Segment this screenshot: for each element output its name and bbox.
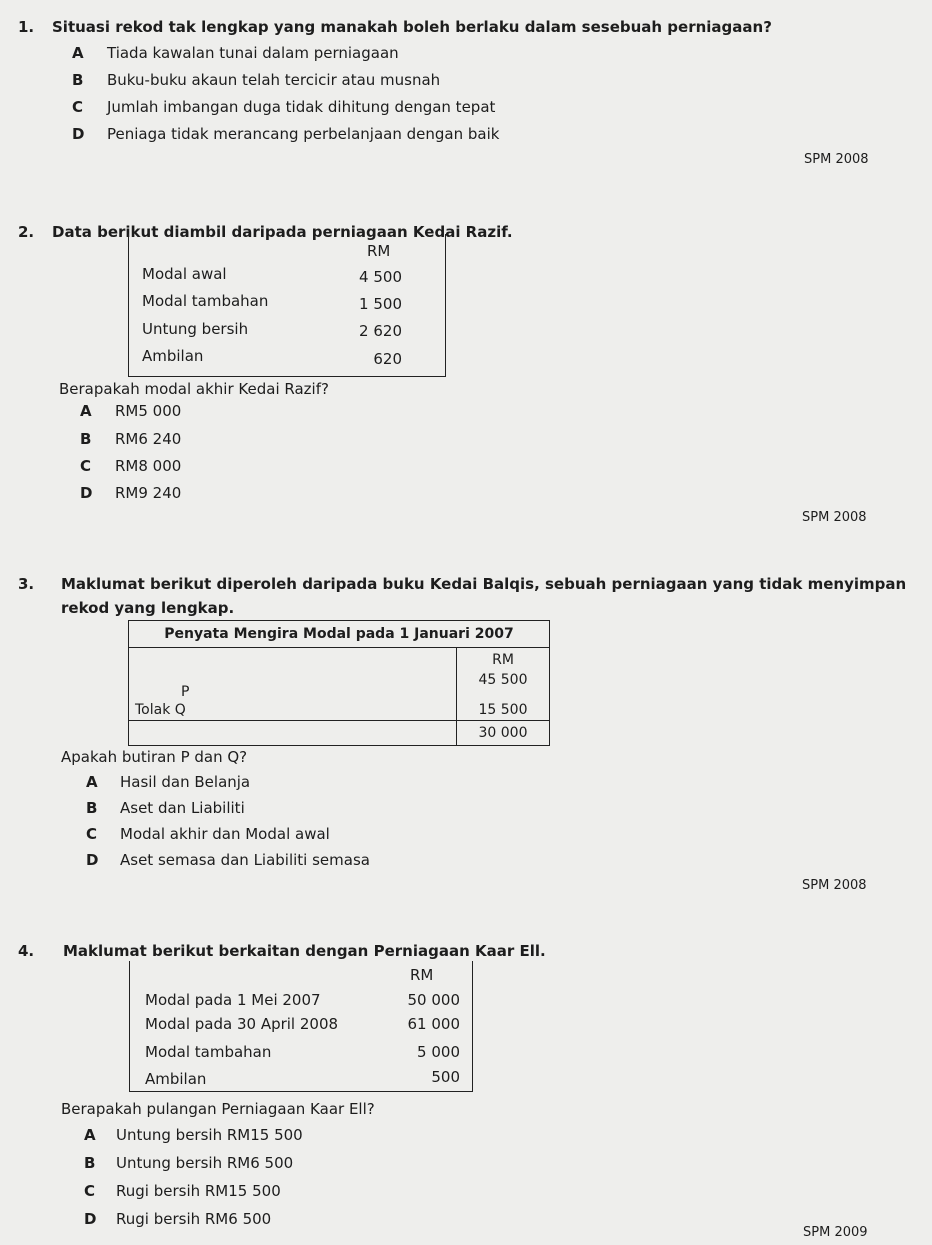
- option-text: Untung bersih RM6 500: [116, 1154, 294, 1172]
- option-letter: B: [72, 71, 84, 89]
- table-row-value: 620: [373, 350, 402, 368]
- table-row-value: 500: [431, 1068, 460, 1086]
- source-label: SPM 2008: [802, 510, 867, 525]
- table-empty-cell: [129, 721, 457, 746]
- option-text: Untung bersih RM15 500: [116, 1126, 303, 1144]
- source-label: SPM 2008: [804, 152, 869, 167]
- question-text: rekod yang lengkap.: [61, 599, 235, 617]
- option-letter: C: [72, 98, 84, 116]
- option-letter: B: [84, 1154, 96, 1172]
- option-text: Buku-buku akaun telah tercicir atau musnah: [107, 71, 441, 89]
- table-unit-header: RM: [410, 966, 434, 984]
- option-letter: C: [80, 457, 92, 475]
- question-prompt: Berapakah pulangan Perniagaan Kaar Ell?: [61, 1100, 375, 1118]
- option-letter: D: [80, 484, 93, 502]
- table-total-value: 30 000: [457, 721, 550, 746]
- question-number: 1.: [18, 18, 35, 36]
- source-label: SPM 2009: [803, 1225, 868, 1240]
- question-text: Situasi rekod tak lengkap yang manakah boleh berlaku dalam sesebuah perniagaan?: [52, 18, 772, 36]
- option-letter: C: [84, 1182, 96, 1200]
- table-unit-header: RM: [367, 242, 391, 260]
- option-letter: A: [80, 402, 92, 420]
- table-row-label: P: [129, 648, 457, 703]
- option-letter: D: [84, 1210, 97, 1228]
- table-title: Penyata Mengira Modal pada 1 Januari 2007: [129, 621, 550, 648]
- table-row-label: Modal pada 30 April 2008: [145, 1015, 339, 1033]
- option-letter: A: [86, 773, 98, 791]
- option-text: RM8 000: [115, 457, 182, 475]
- option-text: Tiada kawalan tunai dalam perniagaan: [107, 44, 399, 62]
- source-label: SPM 2008: [802, 878, 867, 893]
- table-row-label: Untung bersih: [142, 320, 249, 338]
- table-unit-header: RM: [492, 652, 514, 668]
- question-number: 4.: [18, 942, 35, 960]
- option-letter: A: [72, 44, 84, 62]
- table-row-value: 2 620: [359, 322, 402, 340]
- option-text: RM6 240: [115, 430, 182, 448]
- option-text: Jumlah imbangan duga tidak dihitung dengan tepat: [107, 98, 496, 116]
- option-text: Aset dan Liabiliti: [120, 799, 245, 817]
- option-text: Aset semasa dan Liabiliti semasa: [120, 851, 370, 869]
- option-text: Rugi bersih RM15 500: [116, 1182, 281, 1200]
- option-letter: D: [72, 125, 85, 143]
- option-letter: C: [86, 825, 98, 843]
- table-row-label: Tolak Q: [129, 702, 457, 721]
- table-row-label: Ambilan: [142, 347, 204, 365]
- table-row-value: 45 500: [478, 672, 528, 688]
- table-row-label: Modal tambahan: [145, 1043, 272, 1061]
- option-text: Rugi bersih RM6 500: [116, 1210, 272, 1228]
- option-text: Modal akhir dan Modal awal: [120, 825, 330, 843]
- table-row-value: 15 500: [457, 702, 550, 721]
- question-prompt: Apakah butiran P dan Q?: [61, 748, 248, 766]
- table-row-label: Modal awal: [142, 265, 227, 283]
- question-number: 3.: [18, 575, 35, 593]
- option-letter: A: [84, 1126, 96, 1144]
- table-row-label: Modal pada 1 Mei 2007: [145, 991, 321, 1009]
- option-letter: B: [86, 799, 98, 817]
- option-text: Peniaga tidak merancang perbelanjaan dengan baik: [107, 125, 500, 143]
- option-text: Hasil dan Belanja: [120, 773, 251, 791]
- table-row-label: Modal tambahan: [142, 292, 269, 310]
- table-row-value: 61 000: [407, 1015, 460, 1033]
- question-text: Maklumat berikut diperoleh daripada buku Kedai Balqis, sebuah perniagaan yang tidak menyimpan: [61, 575, 907, 593]
- question-number: 2.: [18, 223, 35, 241]
- question-text: Maklumat berikut berkaitan dengan Perniagaan Kaar Ell.: [63, 942, 546, 960]
- option-text: RM9 240: [115, 484, 182, 502]
- capital-statement-table: [128, 620, 550, 746]
- table-row-value: 5 000: [417, 1043, 460, 1061]
- question-text: Data berikut diambil daripada perniagaan Kedai Razif.: [52, 223, 513, 241]
- option-letter: D: [86, 851, 99, 869]
- value-cell: [457, 648, 550, 703]
- table-row-value: 1 500: [359, 295, 402, 313]
- question-prompt: Berapakah modal akhir Kedai Razif?: [59, 380, 329, 398]
- option-text: RM5 000: [115, 402, 182, 420]
- option-letter: B: [80, 430, 92, 448]
- table-row-value: 50 000: [407, 991, 460, 1009]
- table-row-value: 4 500: [359, 268, 402, 286]
- table-row-label: Ambilan: [145, 1070, 207, 1088]
